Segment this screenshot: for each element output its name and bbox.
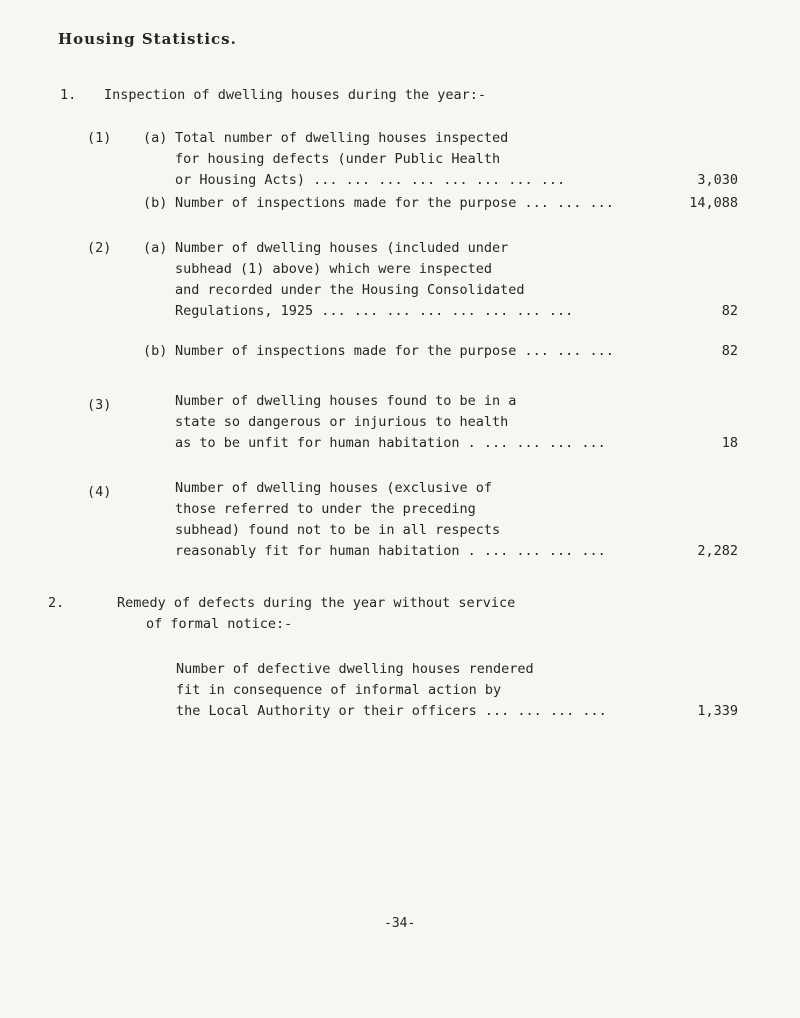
item-3-value: 18: [721, 435, 738, 451]
item-1b-label: (b): [143, 195, 168, 211]
item-2a-line: subhead (1) above) which were inspected: [175, 261, 492, 277]
item-4-line: reasonably fit for human habitation . ... ... ... ...: [175, 543, 606, 559]
item-2a-line: Number of dwelling houses (included under: [175, 240, 509, 256]
item-2a-line: Regulations, 1925 ... ... ... ... ... ... ... ...: [175, 303, 574, 319]
item-4-line: those referred to under the preceding: [175, 501, 476, 517]
item-2b-text: Number of inspections made for the purpose ... ... ...: [175, 343, 614, 359]
item-4-value: 2,282: [697, 543, 738, 559]
item-2a-value: 82: [721, 303, 738, 319]
item-4-line: Number of dwelling houses (exclusive of: [175, 480, 492, 496]
section-2-line: fit in consequence of informal action by: [176, 682, 502, 698]
item-3-line: as to be unfit for human habitation . ... ... ... ...: [175, 435, 606, 451]
item-1a-line: or Housing Acts) ... ... ... ... ... ... ... ...: [175, 172, 566, 188]
section-2-heading-line: of formal notice:-: [146, 616, 293, 632]
item-3-line: state so dangerous or injurious to health: [175, 414, 509, 430]
section-2-line: the Local Authority or their officers ... ... ... ...: [176, 703, 607, 719]
item-4-label: (4): [87, 484, 112, 500]
item-2b-value: 82: [721, 343, 738, 359]
item-3-label: (3): [87, 397, 112, 413]
item-2-label: (2): [87, 240, 112, 256]
section-2-heading-line: Remedy of defects during the year without service: [117, 595, 516, 611]
item-1-label: (1): [87, 130, 112, 146]
item-2a-label: (a): [143, 240, 168, 256]
page-number: -34-: [384, 916, 416, 931]
item-2b-label: (b): [143, 343, 168, 359]
item-1b-text: Number of inspections made for the purpose ... ... ...: [175, 195, 614, 211]
item-1a-line: Total number of dwelling houses inspected: [175, 130, 509, 146]
page-title: Housing Statistics.: [58, 30, 237, 48]
item-2a-line: and recorded under the Housing Consolidated: [175, 282, 525, 298]
item-1a-value: 3,030: [697, 172, 738, 188]
section-2-line: Number of defective dwelling houses rendered: [176, 661, 534, 677]
item-1a-label: (a): [143, 130, 168, 146]
item-1b-value: 14,088: [689, 195, 738, 211]
item-3-line: Number of dwelling houses found to be in a: [175, 393, 517, 409]
section-1-heading: Inspection of dwelling houses during the year:-: [104, 87, 487, 103]
section-1-number: 1.: [60, 87, 77, 103]
item-1a-line: for housing defects (under Public Health: [175, 151, 501, 167]
section-2-value: 1,339: [697, 703, 738, 719]
item-4-line: subhead) found not to be in all respects: [175, 522, 501, 538]
section-2-number: 2.: [48, 595, 65, 611]
